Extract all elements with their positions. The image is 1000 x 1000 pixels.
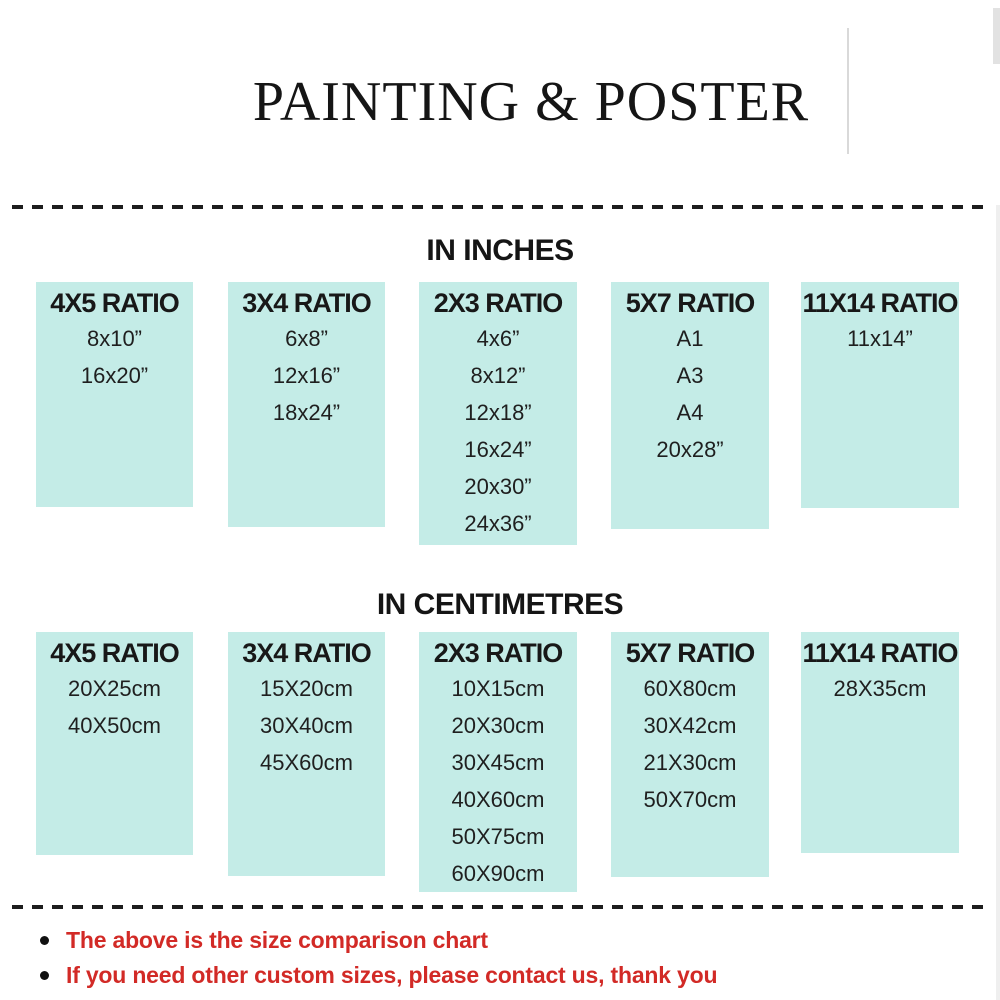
bullet-icon (40, 971, 49, 980)
column-title: 2X3 RATIO (433, 638, 563, 668)
size-value: 10X15cm (451, 676, 545, 701)
size-value: 28X35cm (833, 676, 927, 701)
size-column-11x14-cm (801, 632, 959, 853)
size-value: 40X60cm (451, 787, 545, 812)
column-title: 11X14 RATIO (802, 638, 958, 668)
size-value: 50X75cm (451, 824, 545, 849)
size-list (644, 670, 737, 818)
size-value: 20x30” (464, 474, 532, 499)
column-title: 5X7 RATIO (625, 638, 755, 668)
size-column-2x3-inches (419, 282, 577, 545)
note-text: The above is the size comparison chart (66, 927, 488, 953)
size-value: 30X42cm (643, 713, 737, 738)
size-list (847, 320, 913, 357)
size-value: 12x16” (272, 363, 341, 388)
size-value: 24x36” (464, 511, 532, 536)
column-title: 2X3 RATIO (433, 288, 563, 318)
dashed-divider-top (12, 205, 988, 209)
column-title: 3X4 RATIO (242, 638, 371, 668)
size-value: 8x12” (470, 363, 526, 388)
size-value: 20X25cm (68, 676, 161, 701)
size-column-3x4-cm (228, 632, 385, 876)
right-edge-line (996, 205, 1000, 1000)
size-value: 30X40cm (260, 713, 353, 738)
size-value: 30X45cm (451, 750, 545, 775)
centimetres-columns (0, 632, 1000, 892)
size-list (452, 670, 545, 892)
dashed-divider-bottom (12, 905, 988, 909)
column-title: 4X5 RATIO (50, 288, 179, 318)
size-value: 45X60cm (260, 750, 353, 775)
column-title: 11X14 RATIO (802, 288, 958, 318)
column-title: 5X7 RATIO (625, 288, 755, 318)
size-value: 21X30cm (643, 750, 737, 775)
size-column-11x14-inches (801, 282, 959, 508)
size-value: 60X80cm (643, 676, 737, 701)
page-title: PAINTING & POSTER (252, 71, 810, 133)
note-row (40, 923, 1000, 958)
size-value: 40X50cm (68, 713, 161, 738)
inches-columns (0, 282, 1000, 545)
size-value: 20X30cm (451, 713, 545, 738)
size-column-5x7-cm (611, 632, 769, 877)
bullet-icon (40, 936, 49, 945)
size-value: 12x18” (464, 400, 532, 425)
size-list (68, 670, 161, 744)
section-heading-inches: IN INCHES (426, 234, 574, 267)
size-column-5x7-inches (611, 282, 769, 529)
size-value: 50X70cm (643, 787, 737, 812)
size-list (464, 320, 531, 542)
size-value: 16x24” (464, 437, 532, 462)
size-value: 4x6” (476, 326, 520, 351)
size-value: 15X20cm (260, 676, 353, 701)
size-column-4x5-inches (36, 282, 193, 507)
size-value: A3 (676, 363, 704, 388)
size-value: 16x20” (80, 363, 149, 388)
size-value: A1 (676, 326, 704, 351)
note-row (40, 958, 1000, 993)
size-value: 11x14” (847, 326, 913, 351)
column-title: 4X5 RATIO (50, 638, 179, 668)
size-list (260, 670, 353, 781)
size-value: 18x24” (272, 400, 341, 425)
size-column-3x4-inches (228, 282, 385, 527)
image-seam-line (847, 28, 849, 154)
size-value: 6x8” (285, 326, 328, 351)
scrollbar-artifact (993, 8, 1000, 64)
note-text: If you need other custom sizes, please contact us, thank you (66, 962, 718, 988)
size-list (656, 320, 723, 468)
section-heading-centimetres: IN CENTIMETRES (376, 588, 624, 621)
column-title: 3X4 RATIO (242, 288, 371, 318)
size-list (834, 670, 927, 707)
size-list (81, 320, 148, 394)
size-value: 60X90cm (451, 861, 545, 886)
size-list (273, 320, 340, 431)
size-value: 8x10” (86, 326, 143, 351)
footer-notes (0, 923, 1000, 993)
size-column-4x5-cm (36, 632, 193, 855)
size-value: A4 (676, 400, 704, 425)
size-column-2x3-cm (419, 632, 577, 892)
size-value: 20x28” (656, 437, 724, 462)
